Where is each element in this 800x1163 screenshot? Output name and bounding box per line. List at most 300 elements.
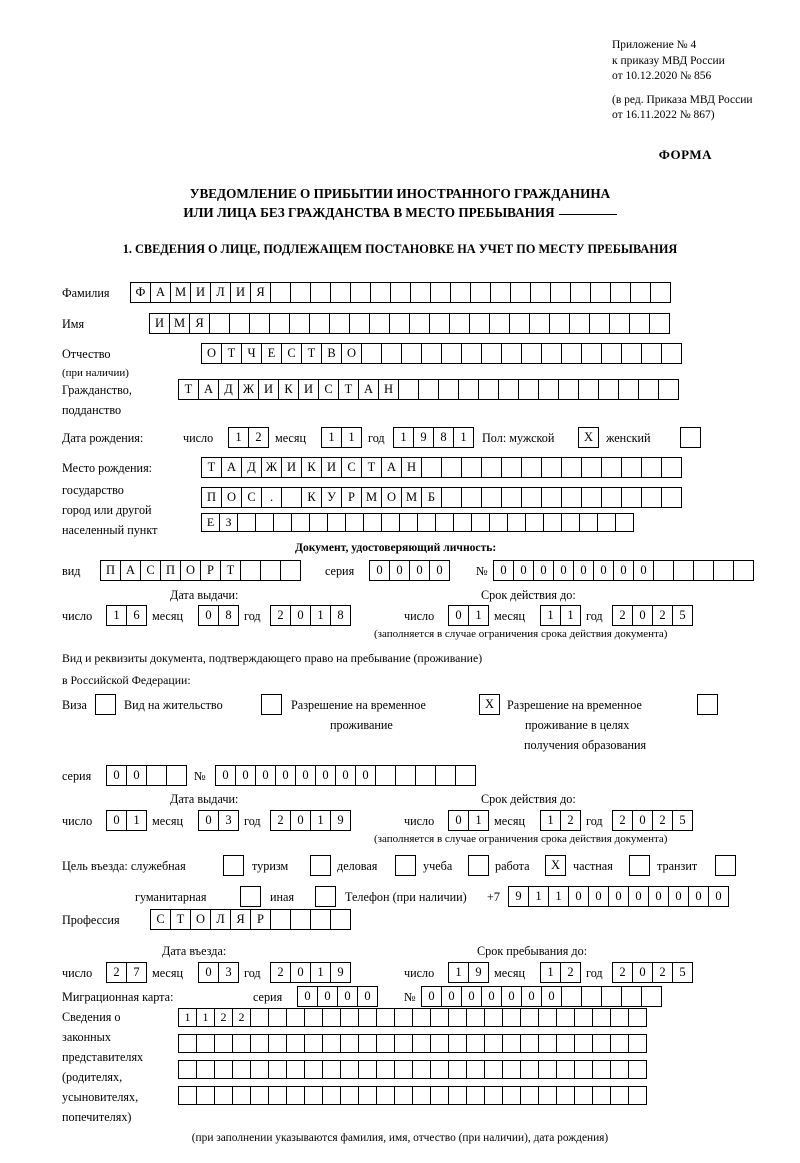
stay-month-cells[interactable] — [540, 962, 580, 983]
form-cell[interactable] — [340, 1034, 359, 1053]
form-cell[interactable] — [268, 1034, 287, 1053]
purpose-humanitarian-checkbox[interactable] — [240, 886, 261, 907]
form-cell[interactable] — [502, 1034, 521, 1053]
form-cell[interactable]: 0 — [513, 560, 534, 581]
purpose-tourism-checkbox[interactable] — [310, 855, 331, 876]
form-cell[interactable] — [448, 1034, 467, 1053]
form-cell[interactable] — [541, 487, 562, 508]
form-cell[interactable]: Н — [401, 457, 422, 478]
form-cell[interactable] — [574, 1008, 593, 1027]
form-cell[interactable]: 0 — [126, 765, 147, 786]
form-cell[interactable] — [410, 282, 431, 303]
legal-rep-cells-row-3[interactable] — [178, 1060, 646, 1079]
form-cell[interactable]: М — [401, 487, 422, 508]
form-cell[interactable]: Р — [200, 560, 221, 581]
form-cell[interactable] — [268, 1086, 287, 1105]
form-cell[interactable] — [358, 1034, 377, 1053]
form-cell[interactable] — [255, 513, 274, 532]
form-cell[interactable]: К — [301, 457, 322, 478]
form-cell[interactable]: 5 — [672, 810, 693, 831]
name-cells[interactable] — [149, 313, 669, 334]
form-cell[interactable] — [309, 513, 328, 532]
form-cell[interactable] — [650, 282, 671, 303]
form-cell[interactable]: А — [381, 457, 402, 478]
form-cell[interactable]: Р — [341, 487, 362, 508]
form-cell[interactable] — [453, 513, 472, 532]
form-cell[interactable] — [322, 1034, 341, 1053]
form-cell[interactable] — [610, 282, 631, 303]
form-cell[interactable] — [327, 513, 346, 532]
permit-issue-month-cells[interactable] — [198, 810, 238, 831]
form-cell[interactable] — [214, 1086, 233, 1105]
form-cell[interactable]: О — [180, 560, 201, 581]
form-cell[interactable] — [418, 379, 439, 400]
form-cell[interactable]: 0 — [588, 886, 609, 907]
form-cell[interactable] — [630, 282, 651, 303]
edu-residence-checkbox[interactable] — [697, 694, 718, 715]
form-cell[interactable] — [621, 487, 642, 508]
form-cell[interactable]: 0 — [493, 560, 514, 581]
form-cell[interactable] — [166, 765, 187, 786]
form-cell[interactable]: Ф — [130, 282, 151, 303]
form-cell[interactable] — [621, 343, 642, 364]
form-cell[interactable] — [232, 1086, 251, 1105]
form-cell[interactable] — [556, 1034, 575, 1053]
form-cell[interactable] — [376, 1008, 395, 1027]
form-cell[interactable] — [507, 513, 526, 532]
form-cell[interactable]: 0 — [198, 605, 219, 626]
form-cell[interactable]: 1 — [528, 886, 549, 907]
form-cell[interactable] — [345, 513, 364, 532]
form-cell[interactable]: А — [221, 457, 242, 478]
form-cell[interactable]: А — [198, 379, 219, 400]
form-cell[interactable] — [214, 1060, 233, 1079]
form-cell[interactable] — [592, 1060, 611, 1079]
form-cell[interactable] — [601, 343, 622, 364]
form-cell[interactable] — [556, 1060, 575, 1079]
purpose-private-checkbox[interactable] — [629, 855, 650, 876]
form-cell[interactable]: Н — [378, 379, 399, 400]
form-cell[interactable]: П — [160, 560, 181, 581]
form-cell[interactable]: П — [201, 487, 222, 508]
form-cell[interactable] — [435, 513, 454, 532]
form-cell[interactable] — [376, 1034, 395, 1053]
form-cell[interactable]: 0 — [275, 765, 296, 786]
form-cell[interactable] — [713, 560, 734, 581]
form-cell[interactable] — [340, 1086, 359, 1105]
permit-valid-year-cells[interactable] — [612, 810, 692, 831]
form-cell[interactable] — [448, 1086, 467, 1105]
form-cell[interactable] — [601, 457, 622, 478]
form-cell[interactable] — [430, 1008, 449, 1027]
surname-cells[interactable] — [130, 282, 670, 303]
form-cell[interactable] — [268, 1060, 287, 1079]
form-cell[interactable]: Т — [220, 560, 241, 581]
form-cell[interactable] — [543, 513, 562, 532]
form-cell[interactable] — [570, 282, 591, 303]
form-cell[interactable]: О — [201, 343, 222, 364]
permit-valid-month-cells[interactable] — [540, 810, 580, 831]
doc-valid-year-cells[interactable] — [612, 605, 692, 626]
form-cell[interactable] — [592, 1008, 611, 1027]
form-cell[interactable] — [628, 1034, 647, 1053]
form-cell[interactable]: 0 — [632, 810, 653, 831]
form-cell[interactable]: 7 — [126, 962, 147, 983]
form-cell[interactable] — [269, 313, 290, 334]
form-cell[interactable]: А — [120, 560, 141, 581]
form-cell[interactable]: 0 — [533, 560, 554, 581]
form-cell[interactable]: У — [321, 487, 342, 508]
form-cell[interactable] — [558, 379, 579, 400]
form-cell[interactable] — [520, 1060, 539, 1079]
form-cell[interactable] — [280, 560, 301, 581]
form-cell[interactable] — [489, 513, 508, 532]
form-cell[interactable]: Д — [218, 379, 239, 400]
stay-year-cells[interactable] — [612, 962, 692, 983]
purpose-other-checkbox[interactable] — [315, 886, 336, 907]
form-cell[interactable]: 1 — [560, 605, 581, 626]
form-cell[interactable]: Т — [221, 343, 242, 364]
form-cell[interactable] — [478, 379, 499, 400]
form-cell[interactable]: 1 — [540, 810, 561, 831]
form-cell[interactable]: О — [221, 487, 242, 508]
form-cell[interactable] — [381, 513, 400, 532]
form-cell[interactable] — [538, 1086, 557, 1105]
citizenship-cells[interactable] — [178, 379, 678, 400]
form-cell[interactable] — [448, 1060, 467, 1079]
form-cell[interactable] — [286, 1060, 305, 1079]
form-cell[interactable]: 0 — [541, 986, 562, 1007]
form-cell[interactable]: 0 — [448, 605, 469, 626]
form-cell[interactable] — [661, 487, 682, 508]
form-cell[interactable] — [658, 379, 679, 400]
form-cell[interactable] — [574, 1034, 593, 1053]
form-cell[interactable] — [214, 1034, 233, 1053]
form-cell[interactable] — [538, 1008, 557, 1027]
form-cell[interactable]: М — [170, 282, 191, 303]
form-cell[interactable] — [589, 313, 610, 334]
form-cell[interactable] — [250, 1060, 269, 1079]
form-cell[interactable] — [376, 1060, 395, 1079]
form-cell[interactable]: 2 — [612, 810, 633, 831]
form-cell[interactable]: Е — [201, 513, 220, 532]
doc-series-cells[interactable] — [369, 560, 449, 581]
form-cell[interactable]: 2 — [652, 605, 673, 626]
form-cell[interactable]: 2 — [612, 605, 633, 626]
form-cell[interactable]: . — [261, 487, 282, 508]
form-cell[interactable]: 0 — [521, 986, 542, 1007]
form-cell[interactable]: Л — [210, 909, 231, 930]
form-cell[interactable]: Л — [210, 282, 231, 303]
form-cell[interactable] — [322, 1008, 341, 1027]
form-cell[interactable] — [273, 513, 292, 532]
form-cell[interactable] — [520, 1086, 539, 1105]
form-cell[interactable] — [358, 1086, 377, 1105]
form-cell[interactable]: 2 — [270, 605, 291, 626]
form-cell[interactable]: 0 — [448, 810, 469, 831]
permit-series-cells[interactable] — [106, 765, 186, 786]
form-cell[interactable] — [250, 1008, 269, 1027]
birth-place-city-cells-2[interactable] — [201, 513, 633, 532]
form-cell[interactable]: 1 — [126, 810, 147, 831]
form-cell[interactable] — [621, 986, 642, 1007]
form-cell[interactable] — [641, 487, 662, 508]
form-cell[interactable] — [240, 560, 261, 581]
form-cell[interactable]: 0 — [290, 962, 311, 983]
form-cell[interactable]: 0 — [429, 560, 450, 581]
form-cell[interactable] — [358, 1008, 377, 1027]
form-cell[interactable] — [430, 1086, 449, 1105]
form-cell[interactable]: 0 — [632, 962, 653, 983]
doc-issue-month-cells[interactable] — [198, 605, 238, 626]
form-cell[interactable] — [529, 313, 550, 334]
form-cell[interactable]: 9 — [508, 886, 529, 907]
form-cell[interactable] — [628, 1060, 647, 1079]
form-cell[interactable]: 0 — [668, 886, 689, 907]
entry-year-cells[interactable] — [270, 962, 350, 983]
form-cell[interactable] — [375, 765, 396, 786]
form-cell[interactable] — [196, 1060, 215, 1079]
form-cell[interactable]: 0 — [708, 886, 729, 907]
form-cell[interactable]: П — [100, 560, 121, 581]
form-cell[interactable]: С — [241, 487, 262, 508]
form-cell[interactable]: 0 — [215, 765, 236, 786]
form-cell[interactable] — [609, 313, 630, 334]
form-cell[interactable] — [289, 313, 310, 334]
migration-series-cells[interactable] — [297, 986, 377, 1007]
migration-number-cells[interactable] — [421, 986, 661, 1007]
form-cell[interactable]: 0 — [389, 560, 410, 581]
form-cell[interactable]: 0 — [613, 560, 634, 581]
form-cell[interactable]: Б — [421, 487, 442, 508]
form-cell[interactable] — [471, 513, 490, 532]
form-cell[interactable] — [448, 1008, 467, 1027]
form-cell[interactable]: Т — [338, 379, 359, 400]
form-cell[interactable] — [518, 379, 539, 400]
form-cell[interactable] — [441, 487, 462, 508]
form-cell[interactable] — [561, 457, 582, 478]
form-cell[interactable] — [369, 313, 390, 334]
form-cell[interactable] — [470, 282, 491, 303]
form-cell[interactable] — [286, 1034, 305, 1053]
form-cell[interactable] — [430, 1060, 449, 1079]
form-cell[interactable]: М — [169, 313, 190, 334]
form-cell[interactable] — [430, 1034, 449, 1053]
form-cell[interactable] — [455, 765, 476, 786]
form-cell[interactable] — [502, 1060, 521, 1079]
form-cell[interactable]: О — [190, 909, 211, 930]
form-cell[interactable] — [641, 986, 662, 1007]
form-cell[interactable] — [322, 1086, 341, 1105]
form-cell[interactable] — [538, 379, 559, 400]
form-cell[interactable]: И — [190, 282, 211, 303]
form-cell[interactable] — [556, 1086, 575, 1105]
form-cell[interactable]: Ж — [261, 457, 282, 478]
form-cell[interactable]: И — [281, 457, 302, 478]
form-cell[interactable]: О — [381, 487, 402, 508]
form-cell[interactable] — [394, 1034, 413, 1053]
form-cell[interactable]: С — [150, 909, 171, 930]
form-cell[interactable] — [541, 457, 562, 478]
form-cell[interactable] — [549, 313, 570, 334]
form-cell[interactable] — [581, 986, 602, 1007]
form-cell[interactable] — [509, 313, 530, 334]
form-cell[interactable]: 1 — [393, 427, 414, 448]
form-cell[interactable] — [484, 1034, 503, 1053]
form-cell[interactable]: 2 — [560, 810, 581, 831]
birth-place-state-cells[interactable] — [201, 457, 681, 478]
form-cell[interactable] — [146, 765, 167, 786]
form-cell[interactable] — [653, 560, 674, 581]
form-cell[interactable] — [469, 313, 490, 334]
form-cell[interactable] — [590, 282, 611, 303]
form-cell[interactable] — [649, 313, 670, 334]
form-cell[interactable]: Я — [250, 282, 271, 303]
form-cell[interactable]: 0 — [688, 886, 709, 907]
form-cell[interactable] — [638, 379, 659, 400]
form-cell[interactable]: 0 — [235, 765, 256, 786]
form-cell[interactable] — [574, 1060, 593, 1079]
form-cell[interactable] — [450, 282, 471, 303]
legal-rep-cells-row-2[interactable] — [178, 1034, 646, 1053]
form-cell[interactable] — [389, 313, 410, 334]
permit-valid-day-cells[interactable] — [448, 810, 488, 831]
form-cell[interactable]: Т — [361, 457, 382, 478]
form-cell[interactable] — [598, 379, 619, 400]
form-cell[interactable] — [521, 457, 542, 478]
form-cell[interactable]: 0 — [290, 810, 311, 831]
form-cell[interactable] — [579, 513, 598, 532]
form-cell[interactable] — [693, 560, 714, 581]
form-cell[interactable] — [250, 1086, 269, 1105]
form-cell[interactable] — [501, 487, 522, 508]
form-cell[interactable] — [310, 909, 331, 930]
form-cell[interactable] — [376, 1086, 395, 1105]
form-cell[interactable] — [395, 765, 416, 786]
form-cell[interactable] — [229, 313, 250, 334]
form-cell[interactable]: 5 — [672, 962, 693, 983]
form-cell[interactable]: О — [341, 343, 362, 364]
purpose-business-checkbox[interactable] — [395, 855, 416, 876]
form-cell[interactable]: Т — [301, 343, 322, 364]
form-cell[interactable] — [490, 282, 511, 303]
form-cell[interactable]: С — [140, 560, 161, 581]
form-cell[interactable]: С — [281, 343, 302, 364]
form-cell[interactable] — [661, 343, 682, 364]
form-cell[interactable] — [329, 313, 350, 334]
form-cell[interactable]: 1 — [106, 605, 127, 626]
form-cell[interactable]: 0 — [573, 560, 594, 581]
form-cell[interactable] — [601, 487, 622, 508]
form-cell[interactable]: 2 — [612, 962, 633, 983]
temp-residence-checkbox[interactable]: X — [479, 694, 500, 715]
form-cell[interactable]: 5 — [672, 605, 693, 626]
form-cell[interactable] — [502, 1086, 521, 1105]
form-cell[interactable] — [232, 1060, 251, 1079]
form-cell[interactable] — [601, 986, 622, 1007]
purpose-work-checkbox[interactable]: X — [545, 855, 566, 876]
form-cell[interactable]: 0 — [297, 986, 318, 1007]
form-cell[interactable] — [409, 313, 430, 334]
form-cell[interactable]: 0 — [335, 765, 356, 786]
form-cell[interactable] — [461, 343, 482, 364]
purpose-transit-checkbox[interactable] — [715, 855, 736, 876]
birth-month-cells[interactable] — [321, 427, 361, 448]
form-cell[interactable] — [581, 457, 602, 478]
form-cell[interactable] — [441, 343, 462, 364]
form-cell[interactable]: 9 — [413, 427, 434, 448]
form-cell[interactable] — [550, 282, 571, 303]
form-cell[interactable] — [421, 343, 442, 364]
form-cell[interactable]: 1 — [540, 605, 561, 626]
form-cell[interactable] — [592, 1034, 611, 1053]
form-cell[interactable] — [673, 560, 694, 581]
form-cell[interactable] — [291, 513, 310, 532]
form-cell[interactable] — [394, 1008, 413, 1027]
form-cell[interactable] — [417, 513, 436, 532]
form-cell[interactable]: 0 — [106, 765, 127, 786]
form-cell[interactable] — [421, 457, 442, 478]
form-cell[interactable] — [290, 282, 311, 303]
form-cell[interactable]: 8 — [433, 427, 454, 448]
form-cell[interactable]: К — [301, 487, 322, 508]
form-cell[interactable] — [412, 1034, 431, 1053]
form-cell[interactable]: 0 — [369, 560, 390, 581]
form-cell[interactable] — [270, 909, 291, 930]
form-cell[interactable] — [498, 379, 519, 400]
form-cell[interactable]: Т — [170, 909, 191, 930]
form-cell[interactable] — [304, 1060, 323, 1079]
phone-cells[interactable] — [508, 886, 728, 907]
form-cell[interactable] — [340, 1008, 359, 1027]
birth-place-city-cells-1[interactable] — [201, 487, 681, 508]
form-cell[interactable] — [641, 343, 662, 364]
form-cell[interactable]: А — [358, 379, 379, 400]
doc-issue-year-cells[interactable] — [270, 605, 350, 626]
form-cell[interactable]: 0 — [568, 886, 589, 907]
form-cell[interactable]: Я — [189, 313, 210, 334]
form-cell[interactable]: 1 — [196, 1008, 215, 1027]
form-cell[interactable]: 0 — [317, 986, 338, 1007]
form-cell[interactable] — [178, 1060, 197, 1079]
form-cell[interactable]: 0 — [295, 765, 316, 786]
form-cell[interactable] — [270, 282, 291, 303]
form-cell[interactable]: 2 — [106, 962, 127, 983]
purpose-study-checkbox[interactable] — [468, 855, 489, 876]
permit-issue-year-cells[interactable] — [270, 810, 350, 831]
form-cell[interactable] — [561, 343, 582, 364]
doc-valid-month-cells[interactable] — [540, 605, 580, 626]
form-cell[interactable] — [561, 487, 582, 508]
form-cell[interactable]: Т — [178, 379, 199, 400]
form-cell[interactable]: И — [230, 282, 251, 303]
form-cell[interactable] — [520, 1034, 539, 1053]
form-cell[interactable]: 0 — [441, 986, 462, 1007]
form-cell[interactable]: 0 — [421, 986, 442, 1007]
permit-number-cells[interactable] — [215, 765, 475, 786]
form-cell[interactable]: 0 — [593, 560, 614, 581]
form-cell[interactable]: 9 — [330, 962, 351, 983]
profession-cells[interactable] — [150, 909, 350, 930]
form-cell[interactable] — [489, 313, 510, 334]
form-cell[interactable] — [578, 379, 599, 400]
form-cell[interactable] — [304, 1086, 323, 1105]
form-cell[interactable] — [458, 379, 479, 400]
form-cell[interactable]: 0 — [608, 886, 629, 907]
form-cell[interactable] — [628, 1086, 647, 1105]
form-cell[interactable]: 0 — [198, 962, 219, 983]
form-cell[interactable] — [561, 986, 582, 1007]
